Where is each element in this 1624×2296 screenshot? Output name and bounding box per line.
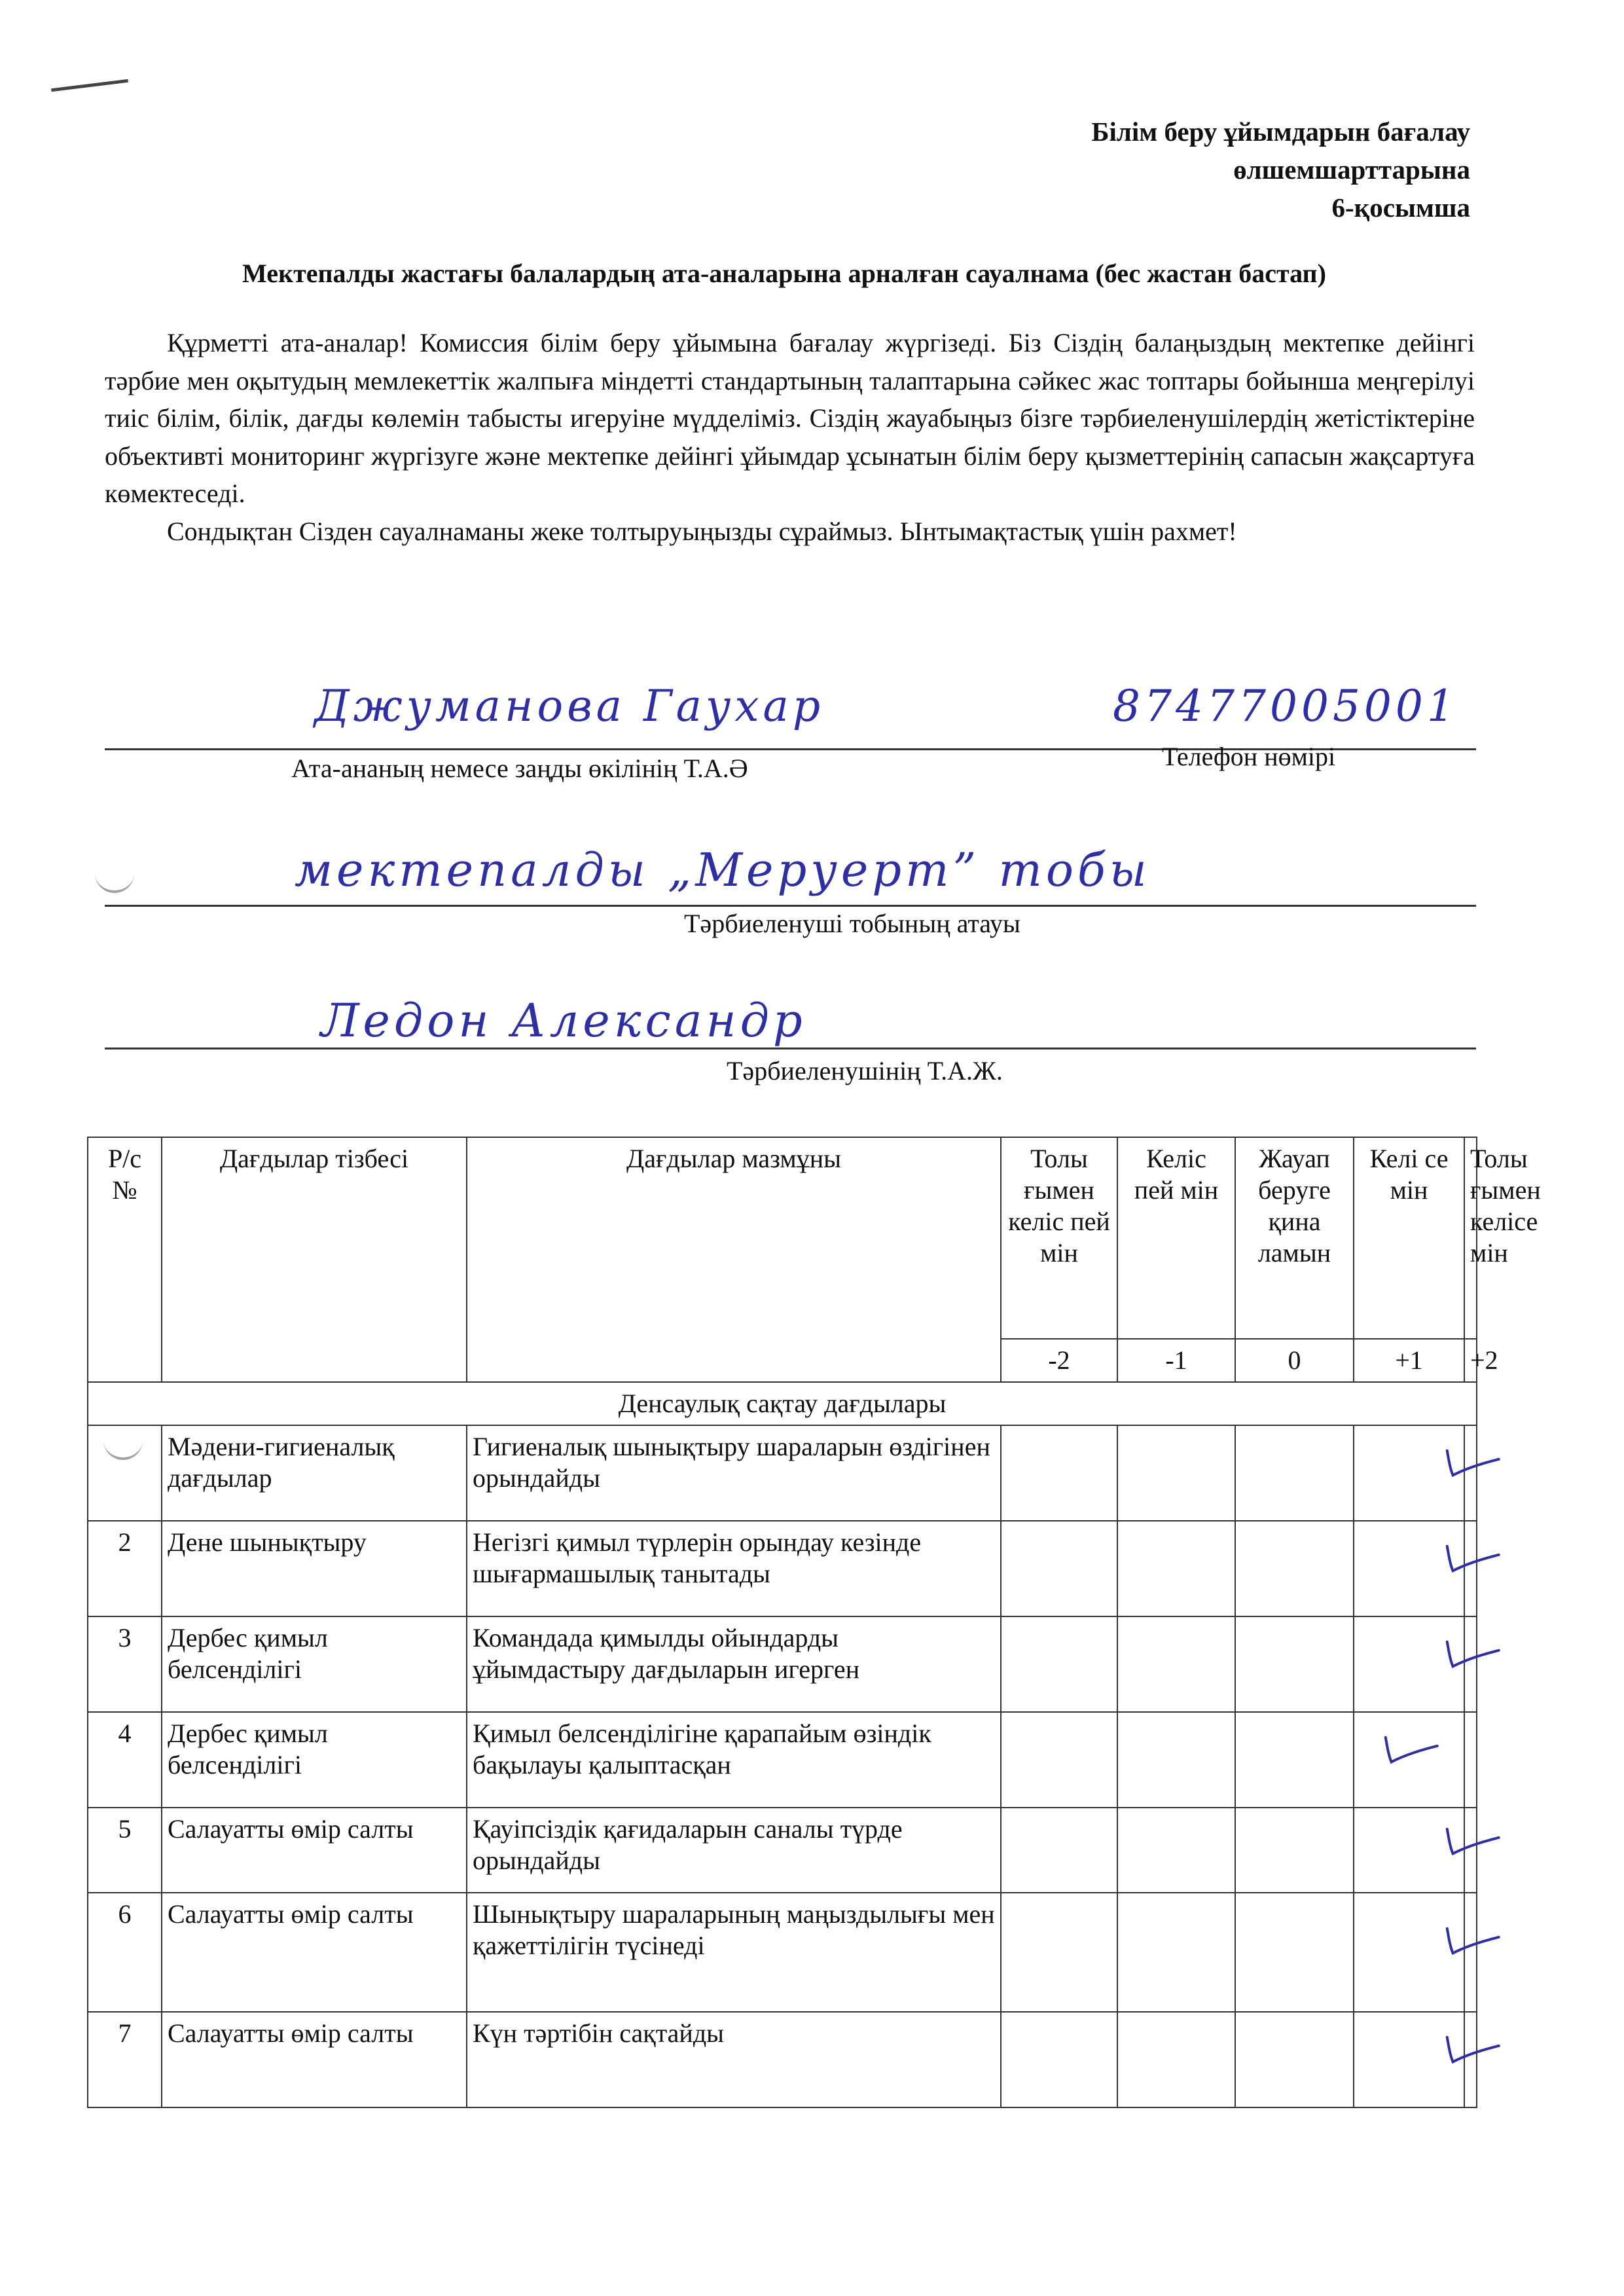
answer-cell[interactable] [1001, 1712, 1117, 1808]
header-strongly-agree: Толы ғымен келісе мін [1464, 1137, 1477, 1339]
answer-cell[interactable] [1117, 1808, 1235, 1893]
group-name-line[interactable] [105, 905, 1476, 907]
group-handwriting: мектепалды „Меруерт” тобы [295, 843, 1151, 897]
row-content: Командада қимылды ойындарды ұйымдастыру дағдыларын игерген [467, 1616, 1001, 1712]
row-skill: Дербес қимыл белсенділігі [162, 1712, 467, 1808]
row-number: 2 [88, 1521, 162, 1616]
answer-cell[interactable] [1001, 1808, 1117, 1893]
row-skill: Дене шынықтыру [162, 1521, 467, 1616]
punch-hole-mark [95, 864, 134, 893]
checkmark-icon [1377, 1732, 1440, 1772]
annex-note [881, 113, 1470, 227]
child-name-caption: Тәрбиеленушінің Т.А.Ж. [727, 1056, 1003, 1085]
section-title: Денсаулық сақтау дағдылары [88, 1382, 1477, 1425]
score-cell: -1 [1117, 1339, 1235, 1382]
answer-cell[interactable] [1001, 1616, 1117, 1712]
answer-cell[interactable] [1464, 1521, 1477, 1616]
answer-cell[interactable] [1464, 1425, 1477, 1521]
punch-hole-mark [103, 1431, 143, 1460]
answer-cell[interactable] [1235, 1521, 1354, 1616]
row-skill: Салауатты өмір салты [162, 1893, 467, 2012]
score-cell: 0 [1235, 1339, 1354, 1382]
score-cell: +1 [1354, 1339, 1464, 1382]
header-no-answer: Жауап беруге қина ламын [1235, 1137, 1354, 1339]
answer-cell[interactable] [1001, 1893, 1117, 2012]
child-name-line[interactable] [105, 1048, 1476, 1049]
header-num: Р/с № [88, 1137, 162, 1382]
row-skill: Дербес қимыл белсенділігі [162, 1616, 467, 1712]
answer-cell[interactable] [1001, 2012, 1117, 2107]
row-content: Гигиеналық шынықтыру шараларын өздігінен орындайды [467, 1425, 1001, 1521]
row-number [88, 1425, 162, 1521]
row-content: Шынықтыру шараларының маңыздылығы мен қажеттілігін түсінеді [467, 1893, 1001, 2012]
answer-cell[interactable] [1001, 1425, 1117, 1521]
annex-line-3: 6-қосымша [1331, 192, 1470, 223]
section-row [88, 1382, 1477, 1425]
answer-cell[interactable] [1354, 1712, 1464, 1808]
answer-cell[interactable] [1235, 1808, 1354, 1893]
skills-survey-table [87, 1137, 1541, 2108]
row-content: Күн тәртібін сақтайды [467, 2012, 1001, 2107]
row-skill: Салауатты өмір салты [162, 1808, 467, 1893]
answer-cell[interactable] [1235, 1893, 1354, 2012]
phone-caption: Телефон нөмірі [1162, 742, 1336, 771]
row-number: 5 [88, 1808, 162, 1893]
answer-cell[interactable] [1464, 1712, 1477, 1808]
table-header-row [88, 1137, 1477, 1339]
answer-cell[interactable] [1235, 2012, 1354, 2107]
answer-cell[interactable] [1117, 1425, 1235, 1521]
table-row [88, 1521, 1477, 1616]
answer-cell[interactable] [1235, 1425, 1354, 1521]
answer-cell[interactable] [1464, 1893, 1477, 2012]
answer-cell[interactable] [1464, 2012, 1477, 2107]
answer-cell[interactable] [1117, 1712, 1235, 1808]
row-number: 7 [88, 2012, 162, 2107]
annex-line-1: Білім беру ұйымдарын бағалау [1091, 117, 1470, 147]
answer-cell[interactable] [1117, 1893, 1235, 2012]
row-content: Қауіпсіздік қағидаларын саналы түрде орындайды [467, 1808, 1001, 1893]
score-cell: -2 [1001, 1339, 1117, 1382]
phone-handwriting: 87477005001 [1113, 681, 1458, 731]
answer-cell[interactable] [1464, 1616, 1477, 1712]
survey-rows [88, 1425, 1477, 2107]
intro-text [105, 324, 1475, 550]
answer-cell[interactable] [1117, 1521, 1235, 1616]
row-content: Негізгі қимыл түрлерін орындау кезінде шығармашылық танытады [467, 1521, 1001, 1616]
row-content: Қимыл белсенділігіне қарапайым өзіндік бақылауы қалыптасқан [467, 1712, 1001, 1808]
header-agree: Келі се мін [1354, 1137, 1464, 1339]
header-skills-list: Дағдылар тізбесі [162, 1137, 467, 1382]
table-row [88, 1893, 1477, 2012]
pen-scratch-mark [51, 79, 128, 92]
answer-cell[interactable] [1117, 1616, 1235, 1712]
header-strongly-disagree: Толы ғымен келіс пей мін [1001, 1137, 1117, 1339]
table-row [88, 1712, 1477, 1808]
table-row [88, 1425, 1477, 1521]
table-row [88, 2012, 1477, 2107]
answer-cell[interactable] [1235, 1616, 1354, 1712]
header-skills-content: Дағдылар мазмұны [467, 1137, 1001, 1382]
answer-cell[interactable] [1235, 1712, 1354, 1808]
group-caption: Тәрбиеленуші тобының атауы [684, 909, 1020, 938]
child-name-handwriting: Ледон Александр [321, 994, 806, 1048]
table-row [88, 1616, 1477, 1712]
document-title: Мектепалды жастағы балалардың ата-аналарына арналған сауалнама (бес жастан бастап) [242, 259, 1326, 288]
parent-name-caption: Ата-ананың немесе заңды өкілінің Т.А.Ә [291, 754, 748, 783]
row-skill: Мәдени-гигиеналық дағдылар [162, 1425, 467, 1521]
answer-cell[interactable] [1464, 1808, 1477, 1893]
parent-name-handwriting: Джуманова Гаухар [314, 681, 825, 731]
header-disagree: Келіс пей мін [1117, 1137, 1235, 1339]
answer-cell[interactable] [1001, 1521, 1117, 1616]
intro-paragraph-2: Сондықтан Сізден сауалнаманы жеке толтыруыңызды сұраймыз. Ынтымақтастық үшін рахмет! [167, 516, 1237, 546]
intro-paragraph-1: Құрметті ата-аналар! Комиссия білім беру ұйымына бағалау жүргізеді. Біз Сіздің балаңыздың мектепке дейінгі тәрбие мен оқытудың мемлекеттік жалпыға міндетті стандартының талаптарына сәйкес жас топтары бойынша меңгерілуі тиіс білім, білік, дағды көлемін табысты игеруіне мүдделіміз. Сіздің жауабыңыз бізге тәрбиеленушілердің жетістіктеріне объективті мониторинг жүргізуге және мектепке дейінгі ұйымдар ұсынатын білім беру қызметтерінің сапасын жақсартуға көмектеседі. [105, 328, 1475, 508]
answer-cell[interactable] [1117, 2012, 1235, 2107]
table-row [88, 1808, 1477, 1893]
annex-line-2: өлшемшарттарына [1233, 155, 1470, 185]
row-number: 4 [88, 1712, 162, 1808]
score-cell: +2 [1464, 1339, 1477, 1382]
row-number: 3 [88, 1616, 162, 1712]
row-skill: Салауатты өмір салты [162, 2012, 467, 2107]
row-number: 6 [88, 1893, 162, 2012]
